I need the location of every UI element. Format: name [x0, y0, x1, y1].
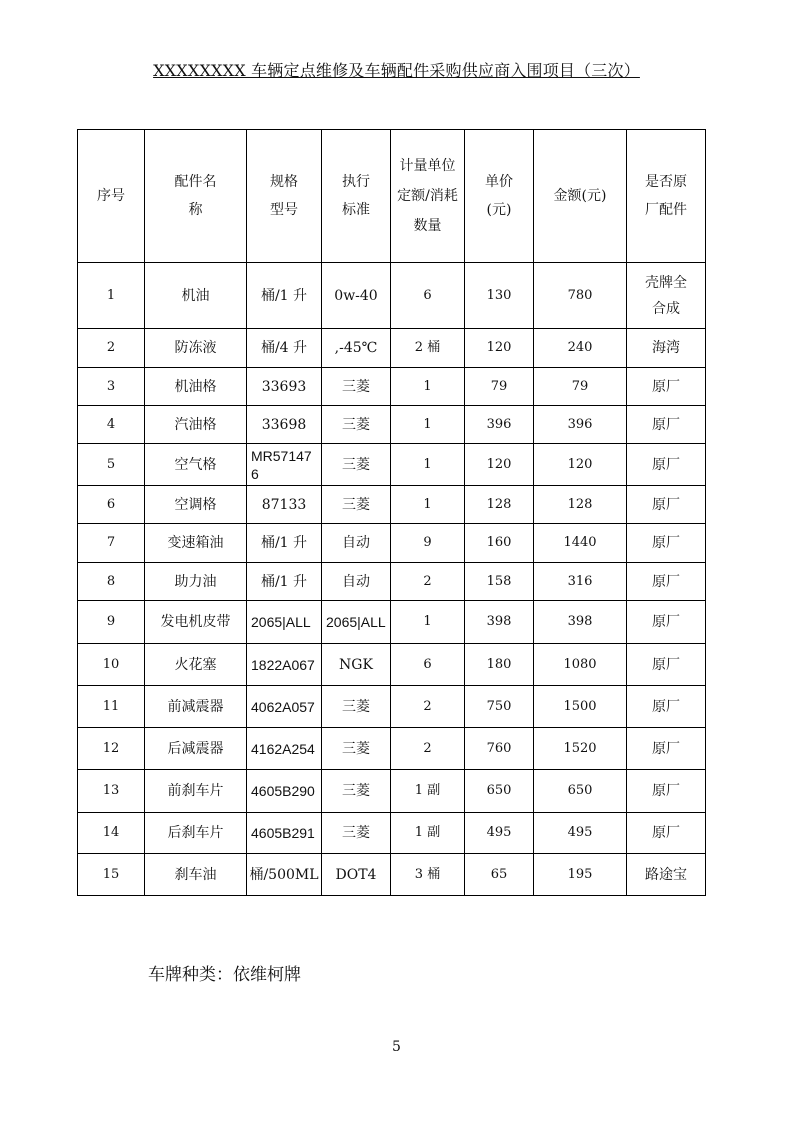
cell-spec: 4062A057: [247, 686, 322, 728]
cell-original: 原厂: [627, 486, 706, 524]
cell-part-name: 空调格: [145, 486, 247, 524]
cell-unit-price: 160: [465, 524, 534, 563]
cell-standard: 三菱: [322, 728, 391, 770]
cell-index: 9: [78, 601, 145, 644]
cell-amount: 195: [534, 854, 627, 896]
cell-amount: 120: [534, 444, 627, 486]
table-header-row: [78, 130, 706, 263]
cell-part-name: 防冻液: [145, 329, 247, 368]
cell-unit-price: 495: [465, 813, 534, 854]
cell-standard: 三菱: [322, 486, 391, 524]
cell-amount: 398: [534, 601, 627, 644]
cell-unit-price: 158: [465, 563, 534, 601]
table-row: [78, 770, 706, 813]
table-row: [78, 644, 706, 686]
cell-quantity: 2: [391, 728, 465, 770]
cell-amount: 780: [534, 263, 627, 329]
page-number: 5: [392, 1039, 401, 1055]
cell-index: 3: [78, 368, 145, 406]
cell-quantity: 3 桶: [391, 854, 465, 896]
cell-amount: 316: [534, 563, 627, 601]
document-title: XXXXXXXX 车辆定点维修及车辆配件采购供应商入围项目（三次）: [153, 61, 640, 80]
table-row: [78, 686, 706, 728]
cell-part-name: 机油: [145, 263, 247, 329]
cell-spec: 桶/500ML: [247, 854, 322, 896]
cell-spec: 33693: [247, 368, 322, 406]
cell-unit-price: 79: [465, 368, 534, 406]
cell-unit-price: 750: [465, 686, 534, 728]
cell-spec: 桶/1 升: [247, 524, 322, 563]
table-body: [78, 263, 706, 896]
cell-standard: ,-45℃: [322, 329, 391, 368]
cell-spec: 33698: [247, 406, 322, 444]
cell-unit-price: 65: [465, 854, 534, 896]
cell-unit-price: 180: [465, 644, 534, 686]
cell-index: 7: [78, 524, 145, 563]
cell-part-name: 刹车油: [145, 854, 247, 896]
cell-quantity: 2: [391, 563, 465, 601]
header-amount: 金额(元): [534, 130, 627, 263]
cell-quantity: 2 桶: [391, 329, 465, 368]
cell-standard: 三菱: [322, 444, 391, 486]
cell-index: 5: [78, 444, 145, 486]
cell-original: 原厂: [627, 444, 706, 486]
cell-standard: 三菱: [322, 686, 391, 728]
cell-quantity: 1: [391, 601, 465, 644]
cell-part-name: 后减震器: [145, 728, 247, 770]
cell-original: 原厂: [627, 368, 706, 406]
cell-standard: 0w-40: [322, 263, 391, 329]
table-row: [78, 329, 706, 368]
cell-unit-price: 760: [465, 728, 534, 770]
cell-part-name: 前减震器: [145, 686, 247, 728]
cell-unit-price: 128: [465, 486, 534, 524]
header-index: 序号: [78, 130, 145, 263]
cell-original: 原厂: [627, 563, 706, 601]
cell-original: 原厂: [627, 644, 706, 686]
cell-standard: 自动: [322, 524, 391, 563]
cell-spec: 4605B290: [247, 770, 322, 813]
table-row: [78, 486, 706, 524]
cell-quantity: 6: [391, 644, 465, 686]
cell-standard: 2065|ALL: [322, 601, 391, 644]
header-part-name: 配件名称: [145, 130, 247, 263]
cell-unit-price: 120: [465, 444, 534, 486]
cell-part-name: 机油格: [145, 368, 247, 406]
table-row: [78, 524, 706, 563]
cell-index: 11: [78, 686, 145, 728]
table-row: [78, 263, 706, 329]
cell-index: 12: [78, 728, 145, 770]
cell-part-name: 空气格: [145, 444, 247, 486]
table-row: [78, 728, 706, 770]
cell-index: 8: [78, 563, 145, 601]
table-row: [78, 601, 706, 644]
cell-index: 10: [78, 644, 145, 686]
cell-spec: 桶/1 升: [247, 263, 322, 329]
cell-amount: 396: [534, 406, 627, 444]
cell-part-name: 前刹车片: [145, 770, 247, 813]
cell-index: 14: [78, 813, 145, 854]
header-original: 是否原厂配件: [627, 130, 706, 263]
table-row: [78, 854, 706, 896]
cell-quantity: 6: [391, 263, 465, 329]
cell-spec: 2065|ALL: [247, 601, 322, 644]
cell-amount: 1440: [534, 524, 627, 563]
cell-quantity: 9: [391, 524, 465, 563]
cell-original: 原厂: [627, 406, 706, 444]
cell-unit-price: 398: [465, 601, 534, 644]
cell-part-name: 发电机皮带: [145, 601, 247, 644]
cell-amount: 1520: [534, 728, 627, 770]
cell-unit-price: 130: [465, 263, 534, 329]
cell-quantity: 1: [391, 444, 465, 486]
cell-index: 4: [78, 406, 145, 444]
cell-original: 路途宝: [627, 854, 706, 896]
table-row: [78, 563, 706, 601]
cell-original: 原厂: [627, 813, 706, 854]
header-spec: 规格型号: [247, 130, 322, 263]
table-row: [78, 406, 706, 444]
cell-amount: 128: [534, 486, 627, 524]
cell-spec: MR571476: [247, 444, 322, 486]
cell-spec: 桶/4 升: [247, 329, 322, 368]
cell-spec: 1822A067: [247, 644, 322, 686]
cell-original: 壳牌全合成: [627, 263, 706, 329]
cell-index: 6: [78, 486, 145, 524]
cell-part-name: 助力油: [145, 563, 247, 601]
header-quantity: 计量单位定额/消耗数量: [391, 130, 465, 263]
cell-quantity: 1: [391, 368, 465, 406]
cell-standard: NGK: [322, 644, 391, 686]
cell-standard: 三菱: [322, 770, 391, 813]
cell-index: 1: [78, 263, 145, 329]
cell-standard: 三菱: [322, 813, 391, 854]
cell-index: 15: [78, 854, 145, 896]
cell-unit-price: 120: [465, 329, 534, 368]
cell-original: 原厂: [627, 524, 706, 563]
cell-spec: 4162A254: [247, 728, 322, 770]
cell-part-name: 汽油格: [145, 406, 247, 444]
cell-original: 海湾: [627, 329, 706, 368]
header-unit-price: 单价(元): [465, 130, 534, 263]
cell-amount: 240: [534, 329, 627, 368]
cell-original: 原厂: [627, 686, 706, 728]
cell-spec: 桶/1 升: [247, 563, 322, 601]
cell-spec: 87133: [247, 486, 322, 524]
cell-amount: 495: [534, 813, 627, 854]
cell-original: 原厂: [627, 601, 706, 644]
cell-standard: DOT4: [322, 854, 391, 896]
cell-amount: 79: [534, 368, 627, 406]
cell-amount: 1080: [534, 644, 627, 686]
cell-part-name: 变速箱油: [145, 524, 247, 563]
header-standard: 执行标准: [322, 130, 391, 263]
cell-part-name: 火花塞: [145, 644, 247, 686]
cell-quantity: 2: [391, 686, 465, 728]
cell-quantity: 1 副: [391, 813, 465, 854]
cell-original: 原厂: [627, 770, 706, 813]
cell-unit-price: 396: [465, 406, 534, 444]
table-row: [78, 368, 706, 406]
cell-quantity: 1 副: [391, 770, 465, 813]
cell-standard: 三菱: [322, 406, 391, 444]
cell-part-name: 后刹车片: [145, 813, 247, 854]
parts-table: [77, 129, 706, 896]
table-row: [78, 813, 706, 854]
cell-standard: 自动: [322, 563, 391, 601]
cell-index: 2: [78, 329, 145, 368]
cell-amount: 1500: [534, 686, 627, 728]
cell-quantity: 1: [391, 406, 465, 444]
cell-standard: 三菱: [322, 368, 391, 406]
cell-index: 13: [78, 770, 145, 813]
cell-original: 原厂: [627, 728, 706, 770]
vehicle-type: 车牌种类：依维柯牌: [148, 965, 301, 985]
table-row: [78, 444, 706, 486]
cell-unit-price: 650: [465, 770, 534, 813]
cell-amount: 650: [534, 770, 627, 813]
cell-quantity: 1: [391, 486, 465, 524]
cell-spec: 4605B291: [247, 813, 322, 854]
